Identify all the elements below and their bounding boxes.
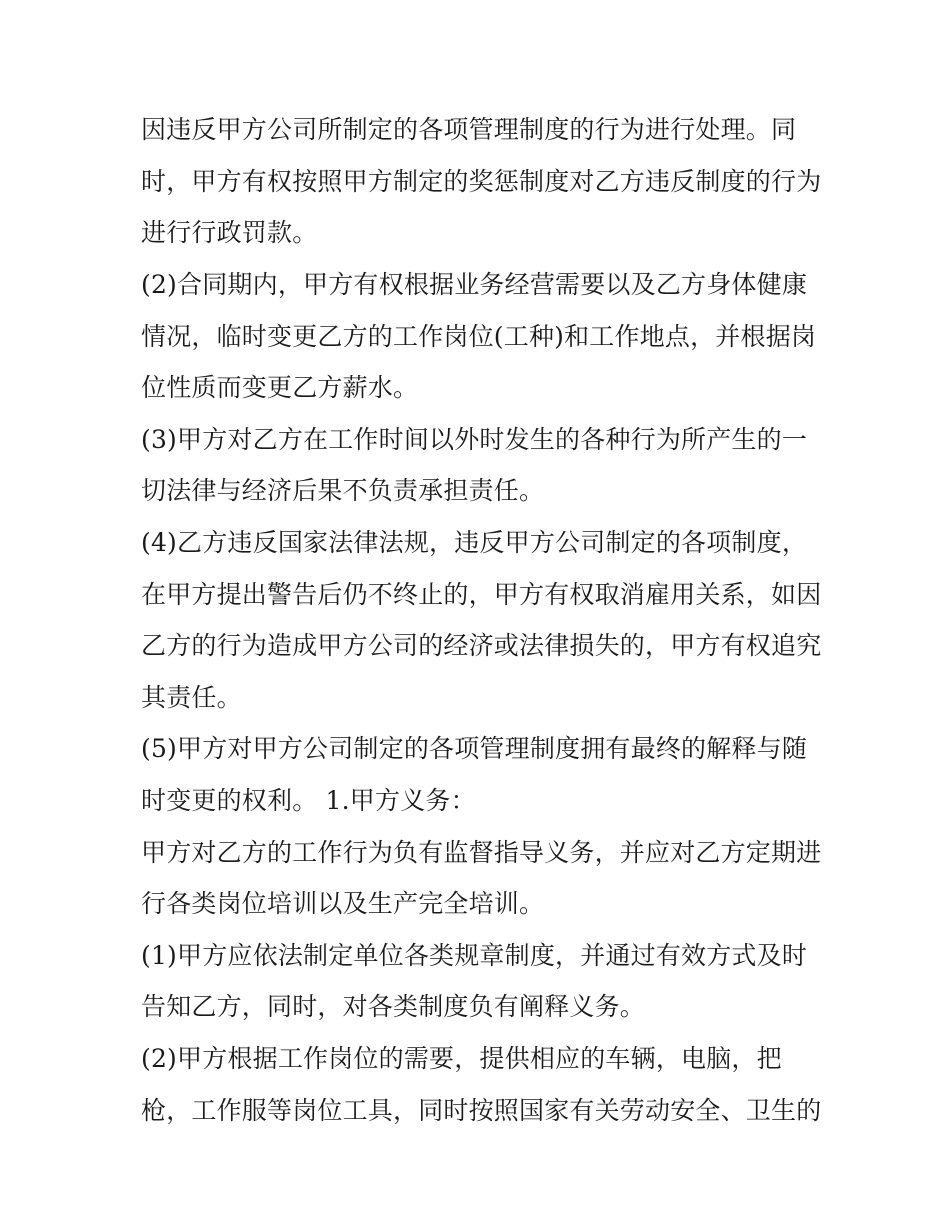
text-line: 位性质而变更乙方薪水。 [141,373,419,403]
text-line: 时，甲方有权按照甲方制定的奖惩制度对乙方违反制度的行为 [141,166,822,196]
text-line: 情况，临时变更乙方的工作岗位(工种)和工作地点，并根据岗 [141,321,817,351]
text-line: 时变更的权利。 1.甲方义务： [141,786,476,816]
text-line: (5)甲方对甲方公司制定的各项管理制度拥有最终的解释与随 [141,734,808,764]
text-line: 乙方的行为造成甲方公司的经济或法律损失的，甲方有权追究 [141,631,822,661]
text-line: (2)甲方根据工作岗位的需要，提供相应的车辆，电脑，把 [141,1043,782,1073]
text-line: 告知乙方，同时，对各类制度负有阐释义务。 [141,992,646,1022]
text-line: (4)乙方违反国家法律法规，违反甲方公司制定的各项制度， [141,528,808,558]
text-line: 行各类岗位培训以及生产完全培训。 [141,889,545,919]
text-line: 枪，工作服等岗位工具，同时按照国家有关劳动安全、卫生的 [141,1095,822,1125]
text-line: 因违反甲方公司所制定的各项管理制度的行为进行处理。同 [141,115,797,145]
text-line: 进行行政罚款。 [141,218,318,248]
text-line: 甲方对乙方的工作行为负有监督指导义务，并应对乙方定期进 [141,837,822,867]
text-line: 切法律与经济后果不负责承担责任。 [141,476,545,506]
text-line: (1)甲方应依法制定单位各类规章制度，并通过有效方式及时 [141,940,808,970]
text-line: (2)合同期内，甲方有权根据业务经营需要以及乙方身体健康 [141,270,808,300]
document-body [141,104,831,1136]
text-line: (3)甲方对乙方在工作时间以外时发生的各种行为所产生的一 [141,424,808,454]
text-line: 在甲方提出警告后仍不终止的，甲方有权取消雇用关系，如因 [141,579,822,609]
text-line: 其责任。 [141,682,242,712]
